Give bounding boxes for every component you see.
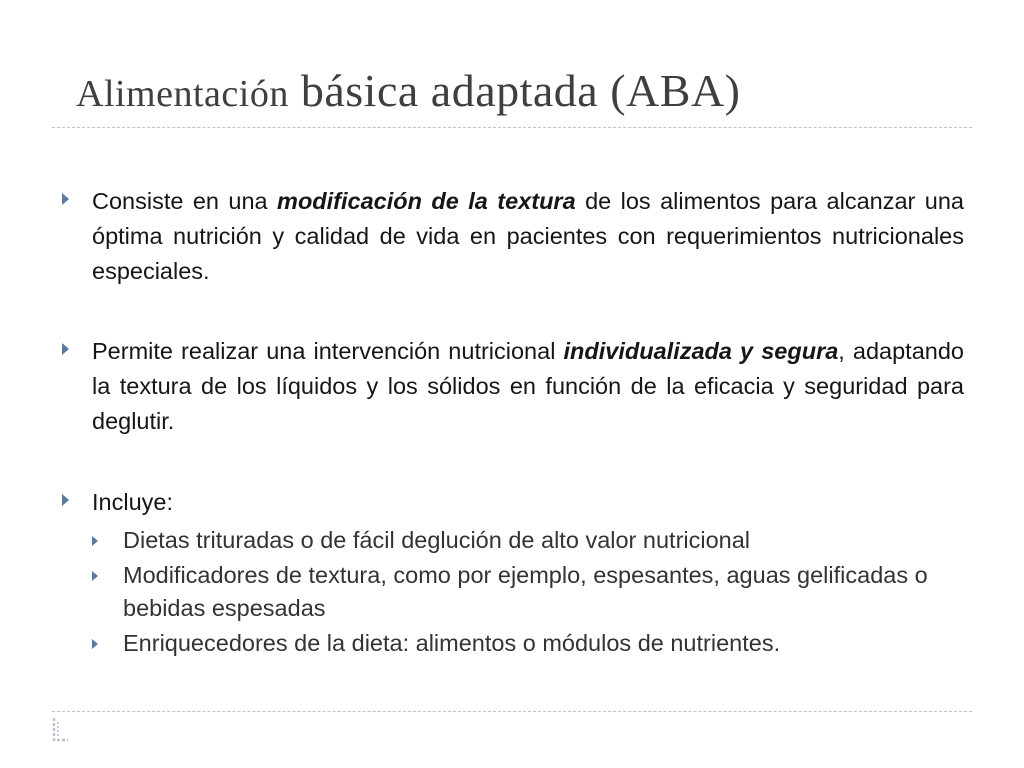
bullet-text-2 bbox=[92, 334, 964, 439]
sub-item-text-2: Modificadores de textura, como por ejemplo, espesantes, aguas gelificadas o bebidas espesadas bbox=[123, 562, 928, 621]
sub-item-2 bbox=[92, 559, 964, 625]
triangle-right-icon bbox=[62, 494, 69, 506]
bullet-item-1 bbox=[62, 184, 964, 289]
bullet-1-before: Consiste en una bbox=[92, 188, 278, 214]
sub-item-text-1: Dietas trituradas o de fácil deglución de alto valor nutricional bbox=[123, 527, 751, 553]
triangle-right-icon bbox=[62, 343, 69, 355]
bullet-2-emphasis: individualizada y segura bbox=[563, 338, 839, 364]
title-divider bbox=[52, 127, 972, 128]
title-part-2: básica adaptada (ABA) bbox=[288, 65, 741, 116]
triangle-right-icon bbox=[92, 536, 98, 546]
bullet-2-after: , adaptando la textura de los líquidos y los sólidos en función de la eficacia y seguridad para deglutir. bbox=[92, 338, 964, 434]
sub-item-1 bbox=[92, 524, 964, 557]
sub-item-text-3: Enriquecedores de la dieta: alimentos o módulos de nutrientes. bbox=[123, 630, 781, 656]
bullet-1-after: de los alimentos para alcanzar una óptima nutrición y calidad de vida en pacientes con requerimientos nutricionales especiales. bbox=[92, 188, 964, 284]
triangle-right-icon bbox=[92, 571, 98, 581]
sub-item-3 bbox=[92, 627, 964, 660]
footer-divider bbox=[52, 711, 972, 712]
bullet-text-3: Incluye: bbox=[92, 489, 173, 515]
bullet-item-2 bbox=[62, 334, 964, 439]
corner-bracket-icon bbox=[52, 716, 70, 742]
triangle-right-icon bbox=[92, 639, 98, 649]
bullet-list bbox=[62, 184, 964, 662]
bullet-item-3 bbox=[62, 485, 964, 520]
triangle-right-icon bbox=[62, 193, 69, 205]
bullet-1-emphasis: modificación de la textura bbox=[277, 188, 576, 214]
slide-title bbox=[76, 64, 740, 117]
title-part-1: Alimentación bbox=[76, 73, 289, 115]
bullet-text-1 bbox=[92, 184, 964, 289]
bullet-2-before: Permite realizar una intervención nutricional bbox=[92, 338, 564, 364]
